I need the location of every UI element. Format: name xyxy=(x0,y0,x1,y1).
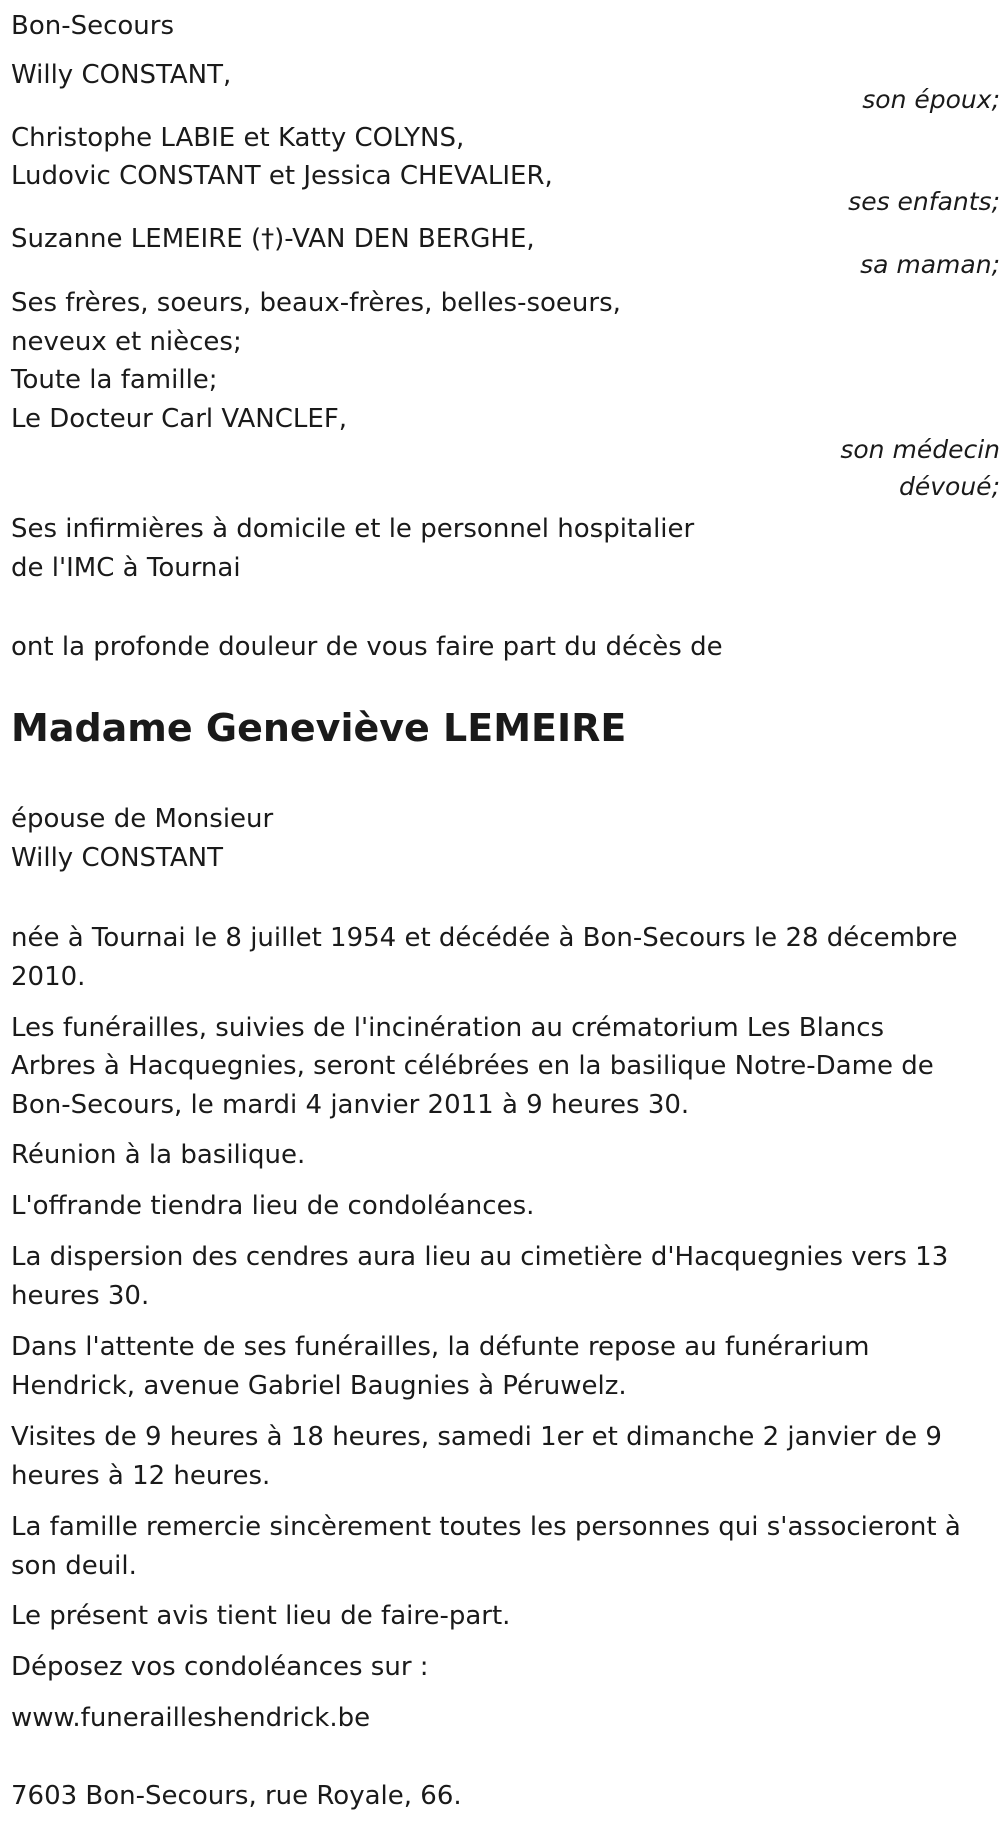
mourner-doctor-role: dévoué; xyxy=(899,472,1000,501)
mourner-nurses-line: Ses infirmières à domicile et le personnel hospitalier xyxy=(11,514,695,544)
mourner-family-line: Ses frères, soeurs, beaux-frères, belles-soeurs, xyxy=(11,288,621,318)
mourner-children-role: ses enfants; xyxy=(848,187,1000,216)
paragraph-line: heures à 12 heures. xyxy=(11,1461,271,1491)
paragraph-line: Bon-Secours, le mardi 4 janvier 2011 à 9 heures 30. xyxy=(11,1090,690,1120)
paragraph-line: Les funérailles, suivies de l'incinération au crématorium Les Blancs xyxy=(11,1013,885,1043)
mourner-mother-role: sa maman; xyxy=(860,250,1000,279)
paragraph-line: Hendrick, avenue Gabriel Baugnies à Péruwelz. xyxy=(11,1371,627,1401)
mourner-husband-name: Willy CONSTANT, xyxy=(11,60,232,90)
mourner-mother-name: Suzanne LEMEIRE (†)-VAN DEN BERGHE, xyxy=(11,224,535,254)
mourner-husband-role: son époux; xyxy=(862,85,1000,114)
mourner-doctor-name: Le Docteur Carl VANCLEF, xyxy=(11,404,348,434)
paragraph-line: L'offrande tiendra lieu de condoléances. xyxy=(11,1191,535,1221)
mourner-children-line: Christophe LABIE et Katty COLYNS, xyxy=(11,123,465,153)
condolences-website: www.funerailleshendrick.be xyxy=(11,1703,371,1733)
paragraph-line: heures 30. xyxy=(11,1281,150,1311)
mourner-nurses-line: de l'IMC à Tournai xyxy=(11,553,241,583)
spouse-line: épouse de Monsieur xyxy=(11,804,274,834)
paragraph-line: Visites de 9 heures à 18 heures, samedi 1er et dimanche 2 janvier de 9 xyxy=(11,1422,942,1452)
mourner-family-line: Toute la famille; xyxy=(11,365,218,395)
mourner-children-line: Ludovic CONSTANT et Jessica CHEVALIER, xyxy=(11,161,553,191)
announcement-text: ont la profonde douleur de vous faire part du décès de xyxy=(11,632,723,662)
paragraph-line: Dans l'attente de ses funérailles, la défunte repose au funérarium xyxy=(11,1332,870,1362)
spouse-line: Willy CONSTANT xyxy=(11,843,224,873)
paragraph-line: La famille remercie sincèrement toutes les personnes qui s'associeront à xyxy=(11,1512,961,1542)
funeral-home-address: 7603 Bon-Secours, rue Royale, 66. xyxy=(11,1781,462,1811)
paragraph-line: Réunion à la basilique. xyxy=(11,1140,306,1170)
paragraph-line: Le présent avis tient lieu de faire-part. xyxy=(11,1601,511,1631)
paragraph-line: Arbres à Hacquegnies, seront célébrées en la basilique Notre-Dame de xyxy=(11,1051,934,1081)
paragraph-line: son deuil. xyxy=(11,1551,137,1581)
mourner-family-line: neveux et nièces; xyxy=(11,327,242,357)
paragraph-line: née à Tournai le 8 juillet 1954 et décédée à Bon-Secours le 28 décembre xyxy=(11,923,958,953)
deceased-name: Madame Geneviève LEMEIRE xyxy=(11,706,627,750)
paragraph-line: 2010. xyxy=(11,962,86,992)
paragraph-line: Déposez vos condoléances sur : xyxy=(11,1652,429,1682)
paragraph-line: La dispersion des cendres aura lieu au cimetière d'Hacquegnies vers 13 xyxy=(11,1242,949,1272)
mourner-doctor-role: son médecin xyxy=(840,435,1000,464)
place-header: Bon-Secours xyxy=(11,11,175,41)
